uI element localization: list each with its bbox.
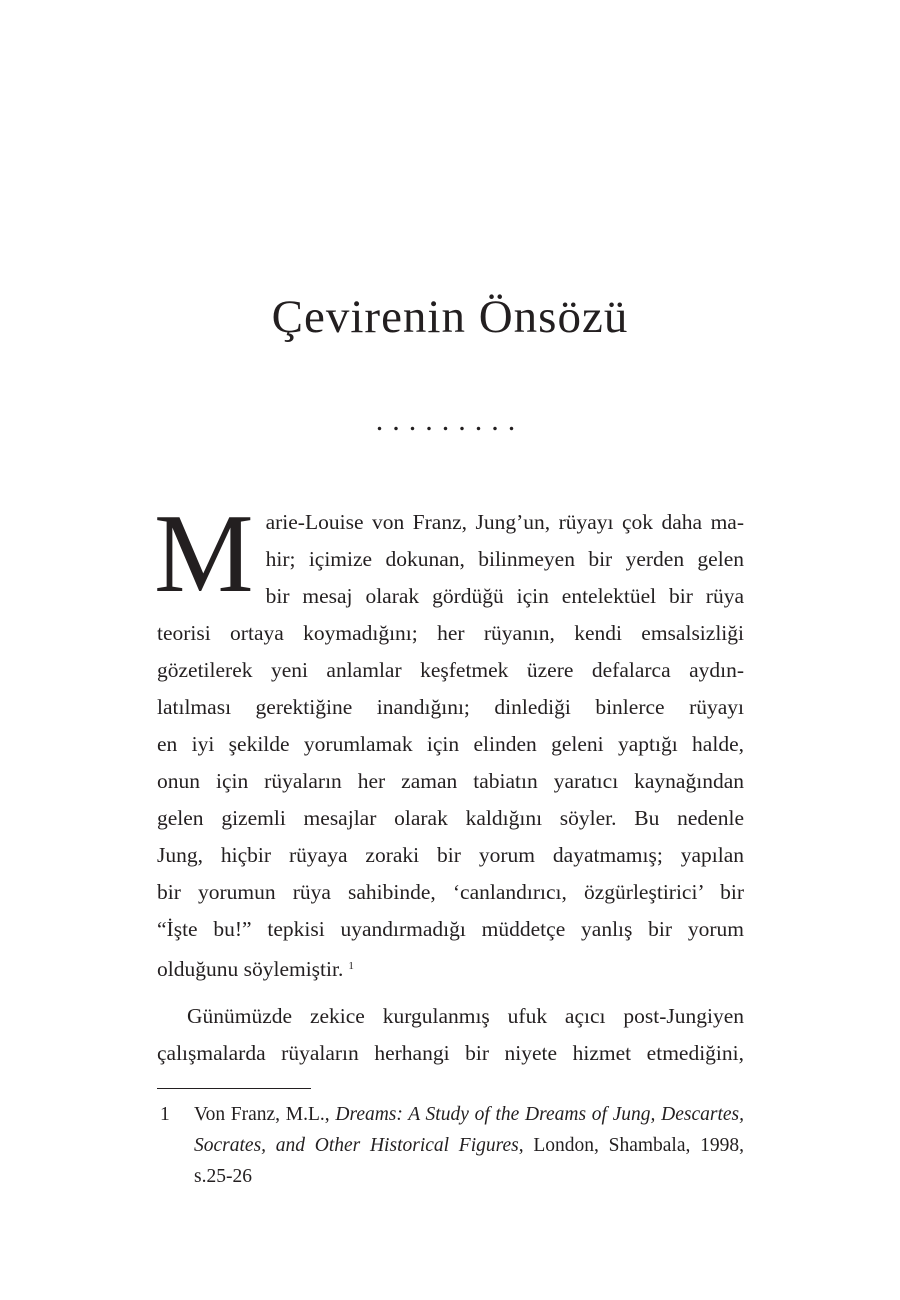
ornament-dots: ......... — [375, 404, 525, 437]
text-line: teorisi ortaya koymadığını; her rüyanın, kendi emsalsizliği — [157, 621, 744, 645]
text-line: çalışmalarda rüyaların herhangi bir niyete hizmet etmediğini, — [157, 1041, 744, 1065]
footnote-line — [194, 1130, 744, 1161]
text-line-content: olduğunu söylemiştir. — [157, 957, 344, 981]
text-line: arie-Louise von Franz, Jung’un, rüyayı çok daha ma- — [265, 510, 744, 534]
footnote-number: 1 — [160, 1104, 170, 1125]
footnote-reference: 1 — [348, 960, 354, 972]
footnote-publisher: , London, Shambala, 1998, — [518, 1135, 744, 1156]
drop-cap: M — [154, 492, 254, 616]
text-line: en iyi şekilde yorumlamak için elinden geleni yaptığı halde, — [157, 732, 744, 756]
footnote — [157, 1099, 744, 1192]
paragraph-2 — [157, 998, 744, 1072]
text-line: hir; içimize dokunan, bilinmeyen bir yerden gelen — [265, 547, 744, 571]
text-line: onun için rüyaların her zaman tabiatın yaratıcı kaynağından — [157, 769, 744, 793]
footnote-author: Von Franz, M.L., — [194, 1104, 336, 1125]
footnote-pages: s.25-26 — [194, 1166, 252, 1187]
footnote-book-title: Dreams: A Study of the Dreams of Jung, Descartes, — [335, 1104, 744, 1125]
paragraph-1 — [154, 492, 744, 988]
text-line: gelen gizemli mesajlar olarak kaldığını söyler. Bu nedenle — [157, 806, 744, 830]
body-text — [154, 492, 744, 1072]
text-line: Günümüzde zekice kurgulanmış ufuk açıcı post-Jungiyen — [187, 1004, 744, 1028]
text-line: latılması gerektiğine inandığını; dinlediği binlerce rüyayı — [157, 695, 744, 719]
text-line: “İşte bu!” tepkisi uyandırmadığı müddetçe yanlış bir yorum — [157, 917, 744, 941]
text-line: bir mesaj olarak gördüğü için entelektüel bir rüya — [265, 584, 744, 608]
footnote-line — [194, 1099, 744, 1130]
footnote-text — [194, 1099, 744, 1192]
text-line: bir yorumun rüya sahibinde, ‘canlandırıcı, özgürleştirici’ bir — [157, 880, 744, 904]
footnote-book-title-cont: Socrates, and Other Historical Figures — [194, 1135, 519, 1156]
chapter-title: Çevirenin Önsözü — [271, 291, 629, 343]
text-line: Jung, hiçbir rüyaya zoraki bir yorum dayatmamış; yapılan — [157, 843, 744, 867]
text-line: gözetilerek yeni anlamlar keşfetmek üzere defalarca aydın- — [157, 658, 744, 682]
footnote-separator — [157, 1088, 311, 1089]
text-line-last — [157, 948, 744, 988]
